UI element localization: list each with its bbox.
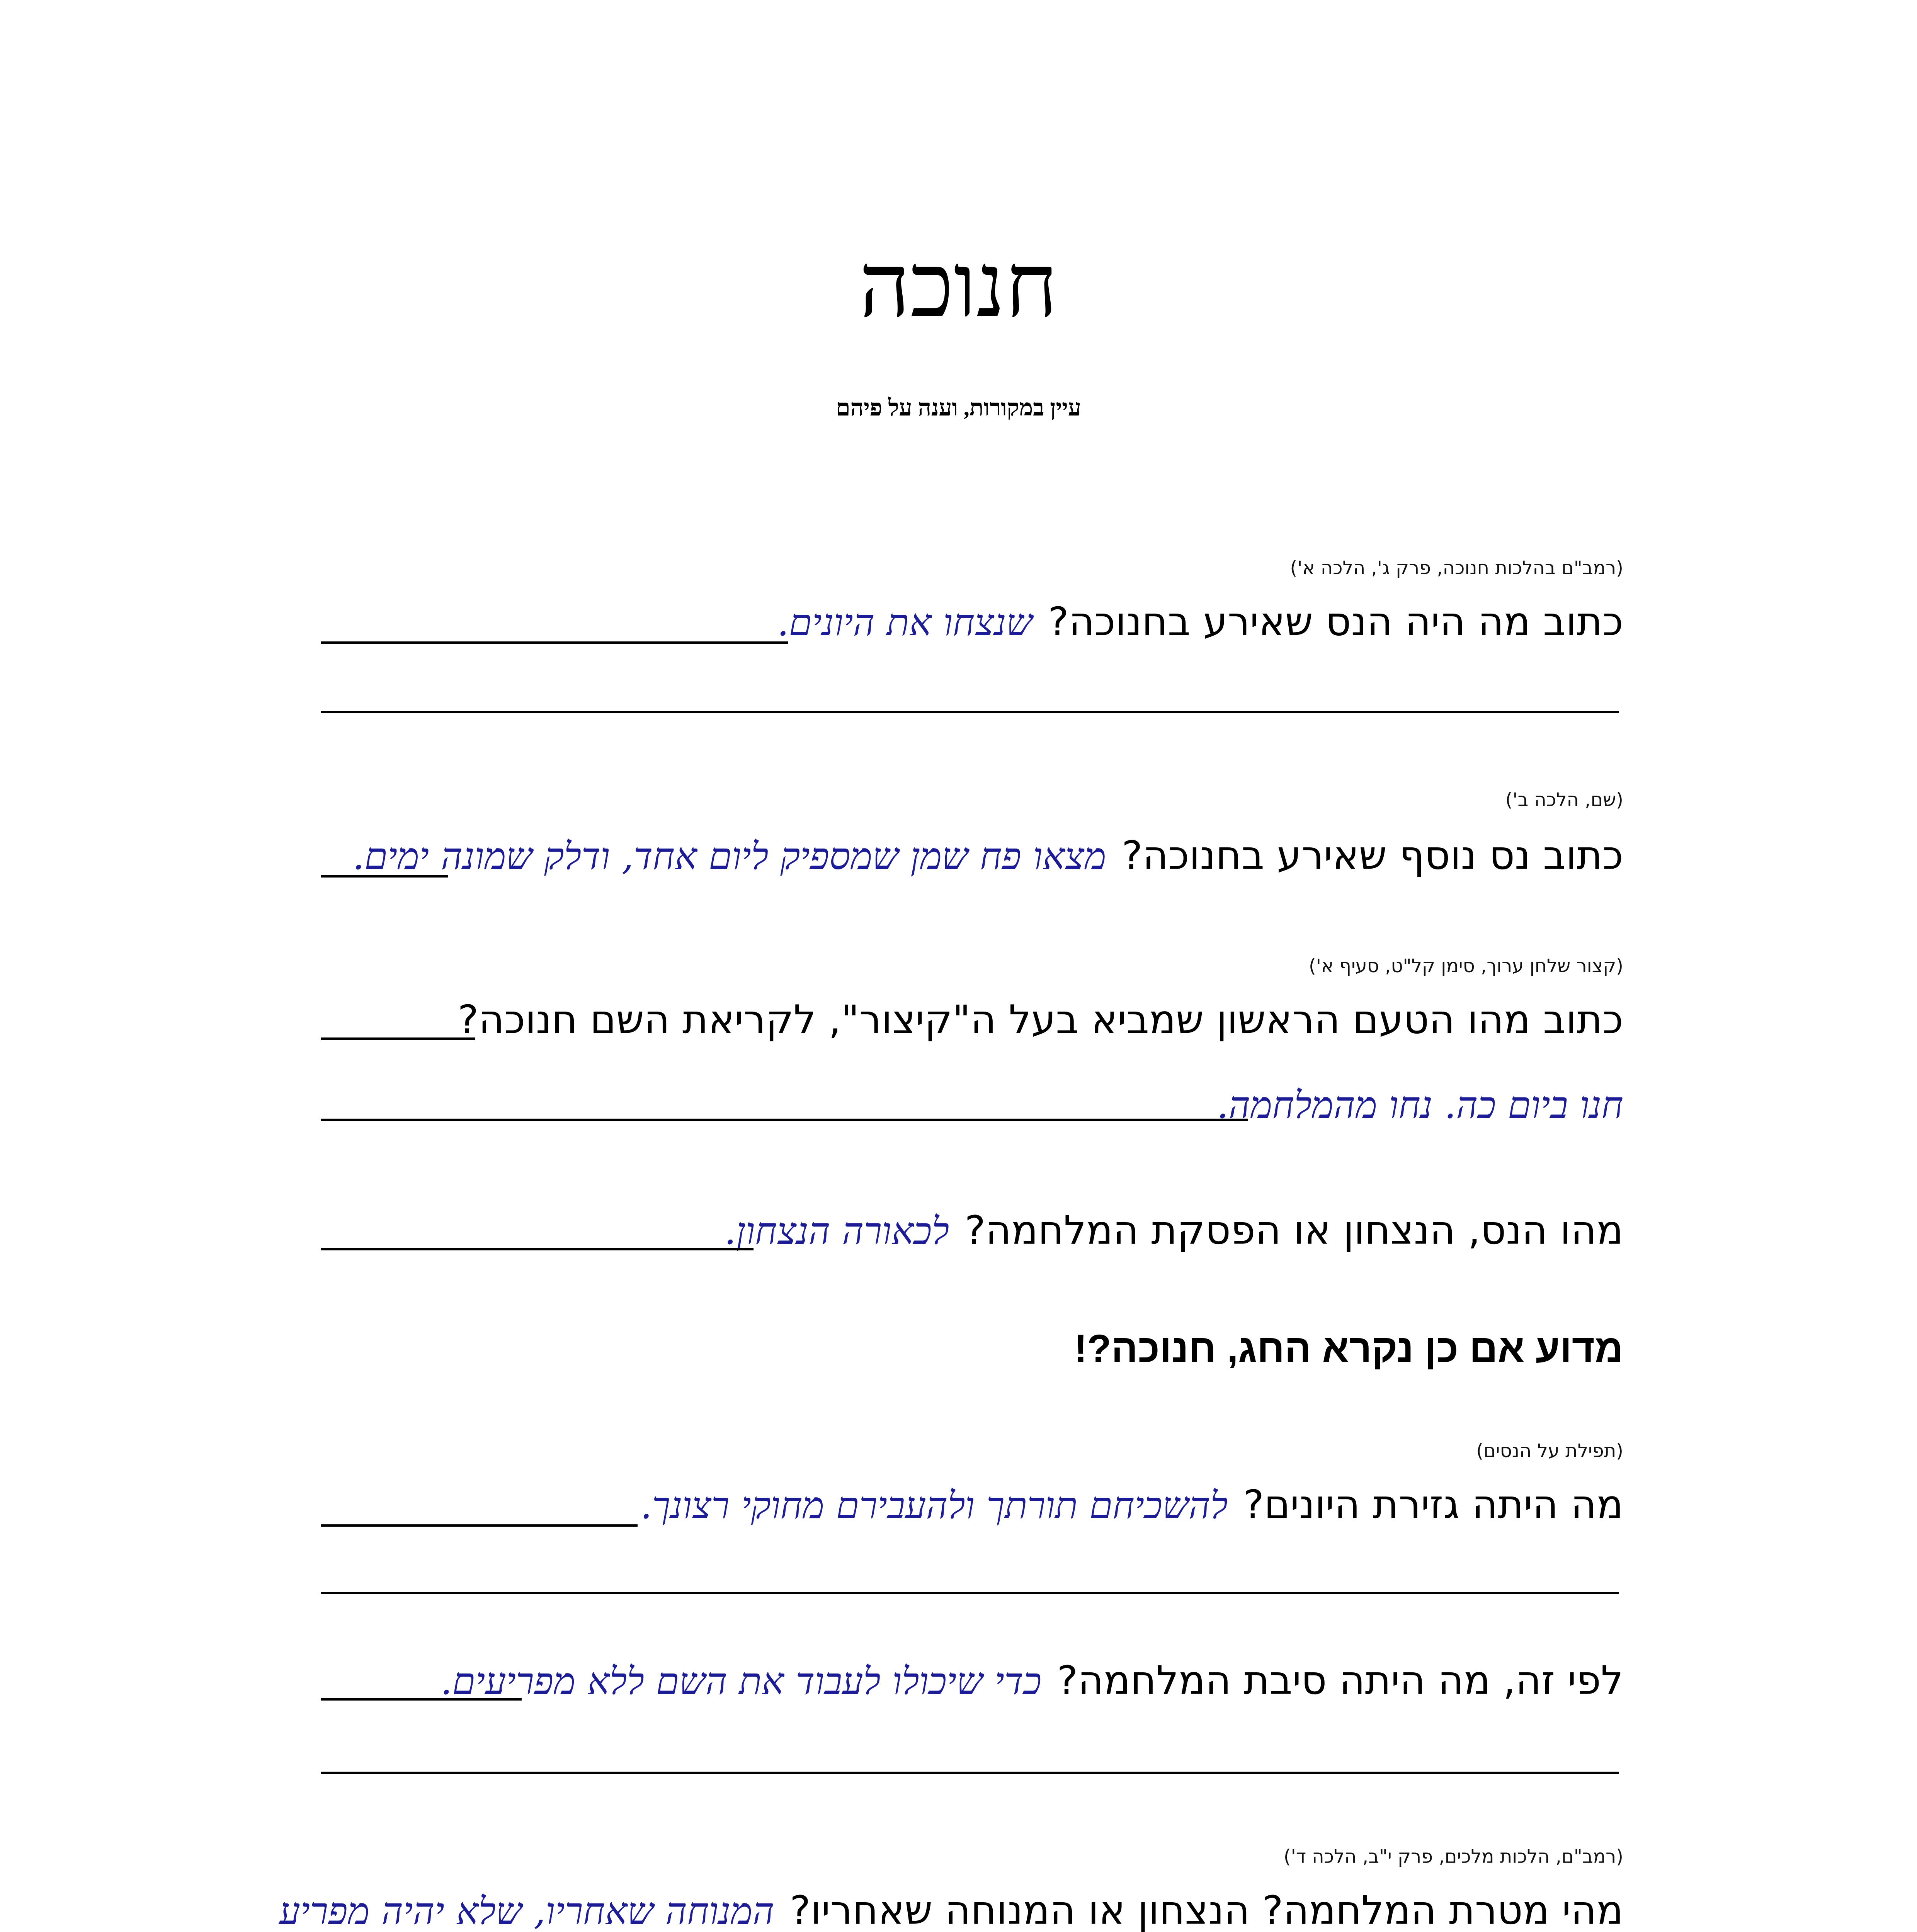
source-citation: (רמב"ם בהלכות חנוכה, פרק ג', הלכה א') xyxy=(1290,557,1623,579)
question-label: כתוב מה היה הנס שאירע בחנוכה? xyxy=(1048,599,1623,645)
question-label: מה היתה גזירת היונים? xyxy=(1243,1482,1623,1528)
answer-line[interactable] xyxy=(321,641,788,644)
answer-line[interactable] xyxy=(321,1698,522,1701)
handwritten-answer: כדי שיכולו לעבוד את השם ללא מפריעים. xyxy=(440,1660,1042,1703)
question-label: כתוב נס נוסף שאירע בחנוכה? xyxy=(1121,833,1623,879)
source-citation: (שם, הלכה ב') xyxy=(1505,789,1623,811)
question-text xyxy=(724,1202,1623,1260)
question-text: כתוב מהו הטעם הראשון שמביא בעל ה"קיצור", לקריאת השם חנוכה? xyxy=(458,997,1623,1043)
page-title: חנוכה xyxy=(859,234,1058,337)
question-text xyxy=(441,1652,1623,1710)
answer-line[interactable] xyxy=(321,1248,754,1250)
source-citation: (קצור שלחן ערוך, סימן קל"ט, סעיף א') xyxy=(1309,955,1623,977)
answer-line[interactable] xyxy=(321,1524,638,1527)
question-text xyxy=(279,1882,1623,1932)
handwritten-answer: מצאו פח שמן שמספיק ליום אחד, ודלק שמונה ימים. xyxy=(352,835,1106,878)
handwritten-answer: המנוחה שאחריו, שלא יהיה מפריע xyxy=(279,1889,774,1932)
answer-line[interactable] xyxy=(321,1119,1248,1121)
source-citation: (רמב"ם, הלכות מלכים, פרק י"ב, הלכה ד') xyxy=(1283,1846,1623,1867)
handwritten-answer: שנצחו את היונים. xyxy=(777,601,1032,644)
question-text xyxy=(353,827,1623,885)
answer-line[interactable] xyxy=(321,1037,475,1040)
question-label: מהו הנס, הנצחון או הפסקת המלחמה? xyxy=(964,1208,1623,1253)
handwritten-answer: חנו ביום כה. נחו מהמלחמה. xyxy=(1216,1083,1623,1127)
answer-line[interactable] xyxy=(321,875,448,878)
question-label: מהי מטרת המלחמה? הנצחון או המנוחה שאחריו? xyxy=(789,1888,1623,1932)
page-subtitle: עיין במקורות, וענה על פיהם xyxy=(836,395,1081,420)
question-text xyxy=(640,1476,1623,1534)
answer-line[interactable] xyxy=(321,1592,1619,1594)
answer-line[interactable] xyxy=(321,1772,1619,1774)
handwritten-answer: לכאורה הנצחון. xyxy=(724,1209,949,1253)
answer-line[interactable] xyxy=(321,711,1619,713)
handwritten-answer: להשכיחם תורתך ולהעבירם מחוקי רצונך. xyxy=(640,1484,1228,1527)
question-text xyxy=(777,593,1623,651)
heading-question: מדוע אם כן נקרא החג, חנוכה?! xyxy=(1074,1327,1623,1371)
question-label: לפי זה, מה היתה סיבת המלחמה? xyxy=(1057,1658,1623,1704)
source-citation: (תפילת על הנסים) xyxy=(1476,1440,1623,1462)
